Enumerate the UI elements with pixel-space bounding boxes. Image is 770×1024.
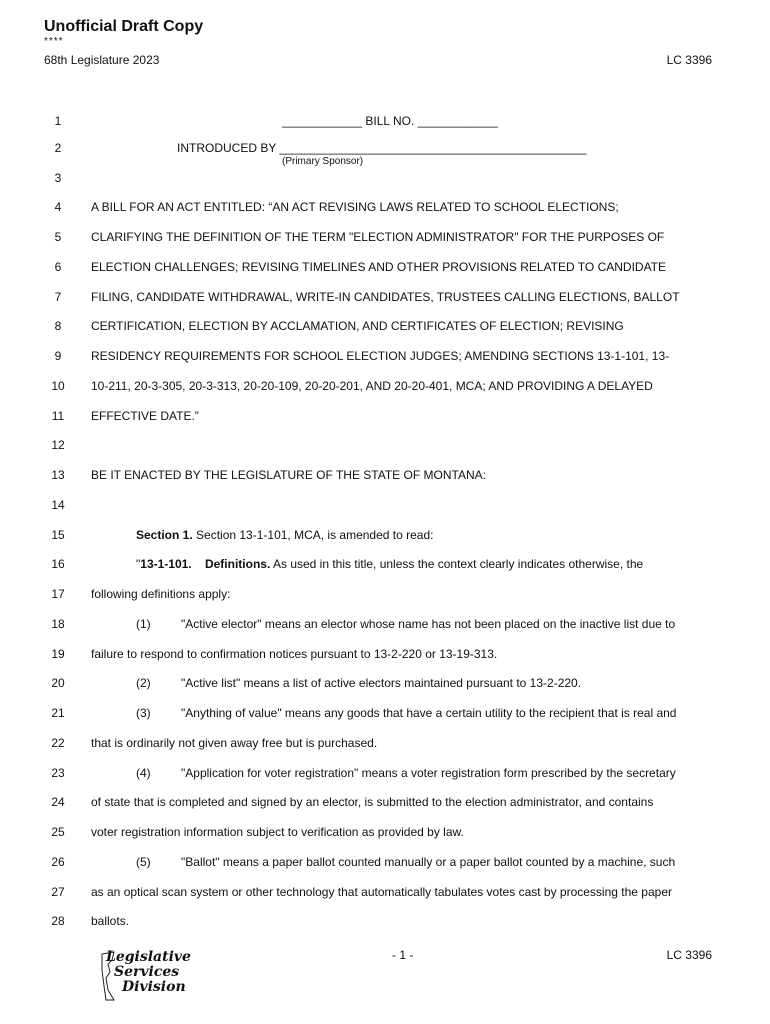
bill-title-line: A BILL FOR AN ACT ENTITLED: “AN ACT REVISING LAWS RELATED TO SCHOOL ELECTIONS; (91, 200, 619, 214)
bill-title-line: FILING, CANDIDATE WITHDRAWAL, WRITE-IN CANDIDATES, TRUSTEES CALLING ELECTIONS, BALLOT (91, 290, 680, 304)
definition-text: "Ballot" means a paper ballot counted manually or a paper ballot counted by a machine, such (181, 855, 676, 869)
enacting-clause: BE IT ENACTED BY THE LEGISLATURE OF THE STATE OF MONTANA: (91, 468, 486, 482)
logo-word: Legislative (106, 949, 191, 965)
bill-no-line: ____________ BILL NO. ____________ (282, 114, 498, 128)
legislative-services-division-logo (100, 950, 190, 1002)
line-number: 23 (51, 766, 65, 780)
item-number: (4) (136, 766, 151, 780)
section-label: Section 1. (136, 528, 193, 542)
line-number: 11 (51, 409, 65, 423)
line-number: 25 (51, 825, 65, 839)
line-number: 27 (51, 885, 65, 899)
line-number: 20 (51, 676, 65, 690)
section-heading (136, 528, 433, 542)
line-number: 7 (54, 290, 62, 304)
open-quote: " (136, 557, 141, 571)
line-number: 3 (54, 171, 62, 185)
bill-title-line: RESIDENCY REQUIREMENTS FOR SCHOOL ELECTION JUDGES; AMENDING SECTIONS 13-1-101, 13- (91, 349, 670, 363)
definition-text: "Active list" means a list of active electors maintained pursuant to 13-2-220. (181, 676, 582, 690)
line-number: 5 (54, 230, 62, 244)
body-line: ballots. (91, 914, 130, 928)
body-line: failure to respond to confirmation notices pursuant to 13-2-220 or 13-19-313. (91, 647, 498, 661)
line-number: 10 (51, 379, 65, 393)
definition-text: "Anything of value" means any goods that have a certain utility to the recipient that is real and (181, 706, 677, 720)
draft-stars: **** (44, 36, 64, 47)
line-number: 19 (51, 647, 65, 661)
item-number: (3) (136, 706, 151, 720)
bill-title-line: ELECTION CHALLENGES; REVISING TIMELINES AND OTHER PROVISIONS RELATED TO CANDIDATE (91, 260, 667, 274)
definition-text: "Application for voter registration" means a voter registration form prescribed by the secretary (181, 766, 676, 780)
line-number: 4 (54, 200, 62, 214)
line-number: 15 (51, 528, 65, 542)
line-number: 17 (51, 587, 65, 601)
bill-title-line: 10-211, 20-3-305, 20-3-313, 20-20-109, 20-20-201, AND 20-20-401, MCA; AND PROVIDING A DELAYED (91, 379, 653, 393)
body-line: of state that is completed and signed by an elector, is submitted to the election administrator, and contains (91, 795, 654, 809)
body-line: as an optical scan system or other technology that automatically tabulates votes cast by processing the paper (91, 885, 672, 899)
statute-text: As used in this title, unless the context clearly indicates otherwise, the (270, 557, 644, 571)
statute-label: 13-1-101. Definitions. (140, 557, 271, 571)
line-number: 28 (51, 914, 65, 928)
line-number: 8 (54, 319, 62, 333)
line-number: 22 (51, 736, 65, 750)
line-number: 6 (54, 260, 62, 274)
lc-number-header: LC 3396 (666, 53, 712, 67)
logo-word: Division (122, 979, 186, 995)
item-number: (2) (136, 676, 151, 690)
line-number: 9 (54, 349, 62, 363)
line-number: 12 (51, 438, 65, 452)
body-line: voter registration information subject to verification as provided by law. (91, 825, 464, 839)
line-number: 2 (54, 141, 62, 155)
page-number: - 1 - (392, 948, 414, 962)
lc-number-footer: LC 3396 (666, 948, 712, 962)
line-number: 21 (51, 706, 65, 720)
introduced-by-line: INTRODUCED BY ______________________________________________ (177, 141, 587, 155)
legislature-label: 68th Legislature 2023 (44, 53, 160, 67)
draft-title: Unofficial Draft Copy (44, 18, 204, 35)
bill-title-line: EFFECTIVE DATE.” (91, 409, 199, 423)
body-line: following definitions apply: (91, 587, 231, 601)
line-number: 13 (51, 468, 65, 482)
line-number: 16 (51, 557, 65, 571)
definitions-heading (136, 557, 643, 571)
body-line: that is ordinarily not given away free but is purchased. (91, 736, 378, 750)
item-number: (1) (136, 617, 151, 631)
logo-word: Services (114, 964, 180, 980)
section-text: Section 13-1-101, MCA, is amended to read: (192, 528, 434, 542)
bill-title-line: CERTIFICATION, ELECTION BY ACCLAMATION, AND CERTIFICATES OF ELECTION; REVISING (91, 319, 624, 333)
line-number: 18 (51, 617, 65, 631)
line-number: 26 (51, 855, 65, 869)
line-number: 24 (51, 795, 65, 809)
line-number: 1 (54, 114, 62, 128)
primary-sponsor-note: (Primary Sponsor) (282, 156, 364, 167)
item-number: (5) (136, 855, 151, 869)
definition-text: "Active elector" means an elector whose name has not been placed on the inactive list due to (181, 617, 676, 631)
bill-title-line: CLARIFYING THE DEFINITION OF THE TERM "ELECTION ADMINISTRATOR" FOR THE PURPOSES OF (91, 230, 665, 244)
line-number: 14 (51, 498, 65, 512)
